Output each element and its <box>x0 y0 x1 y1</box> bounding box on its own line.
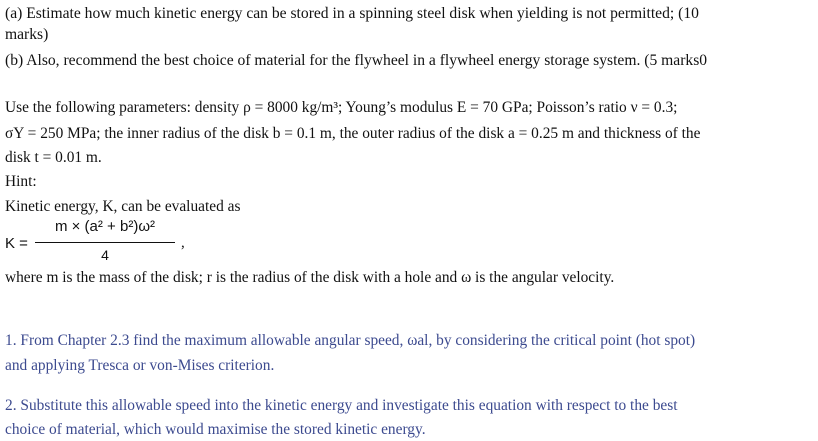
fraction-bar <box>35 242 175 243</box>
step1-line1: 1. From Chapter 2.3 find the maximum allowable angular speed, ωal, by considering the critical point (hot spot) <box>5 332 696 349</box>
formula-denominator: 4 <box>101 247 109 263</box>
step1-line2: and applying Tresca or von-Mises criterion. <box>5 357 275 374</box>
hint-intro: Kinetic energy, K, can be evaluated as <box>5 198 241 215</box>
step2-line1: 2. Substitute this allowable speed into the kinetic energy and investigate this equation with respect to the best <box>5 397 678 414</box>
step2-line2: choice of material, which would maximise the stored kinetic energy. <box>5 421 426 438</box>
question-part-b: (b) Also, recommend the best choice of material for the flywheel in a flywheel energy storage system. (5 marks0 <box>5 52 708 69</box>
question-part-a-line2: marks) <box>5 26 49 43</box>
question-part-a-line1: (a) Estimate how much kinetic energy can be stored in a spinning steel disk when yielding is not permitted; (10 <box>5 5 699 22</box>
formula-comma: , <box>181 235 185 251</box>
hint-where: where m is the mass of the disk; r is the radius of the disk with a hole and ω is the angular velocity. <box>5 269 615 286</box>
kinetic-energy-formula <box>5 218 325 266</box>
parameters-line3: disk t = 0.01 m. <box>5 149 102 166</box>
formula-lhs: K = <box>5 235 28 252</box>
parameters-line2: σY = 250 MPa; the inner radius of the disk b = 0.1 m, the outer radius of the disk a = 0.25 m and thickness of the <box>5 125 701 142</box>
formula-numerator: m × (a² + b²)ω² <box>54 218 156 235</box>
hint-title: Hint: <box>5 173 37 190</box>
parameters-line1: Use the following parameters: density ρ = 8000 kg/m³; Young’s modulus E = 70 GPa; Poisson’s ratio ν = 0.3; <box>5 99 678 116</box>
